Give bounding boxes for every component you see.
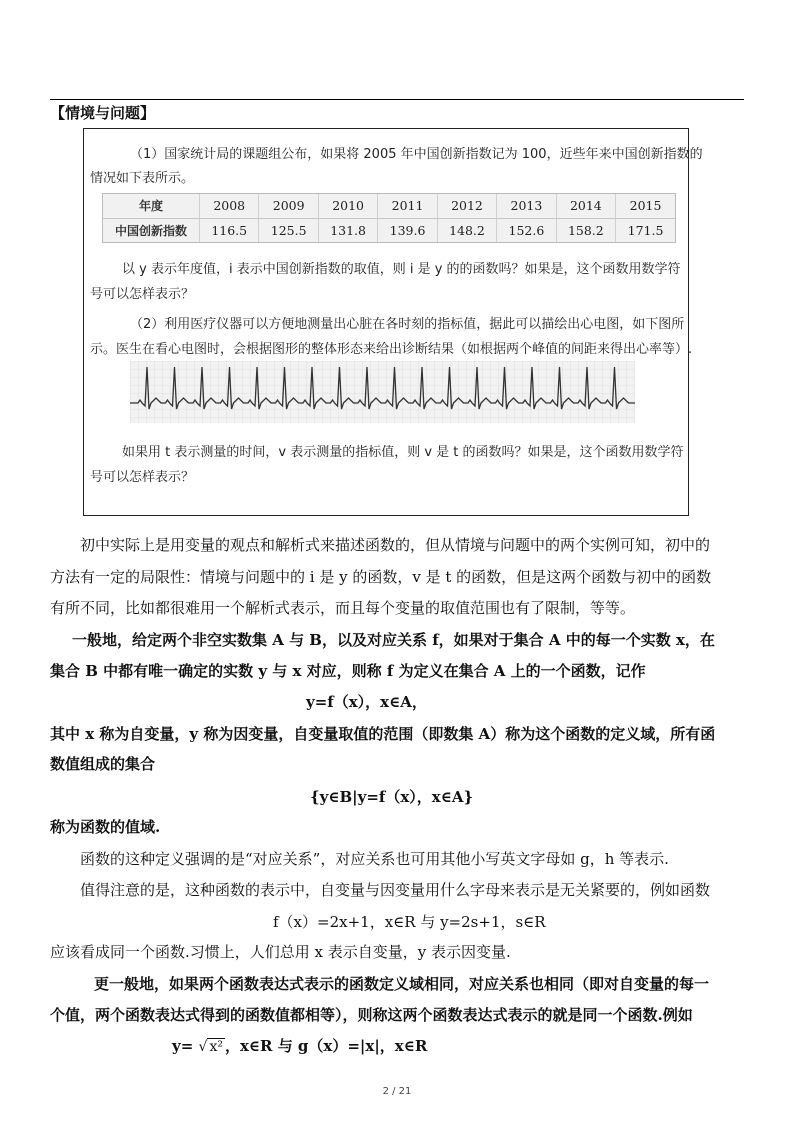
table-cell: 2014 <box>556 194 615 218</box>
table-cell: 2011 <box>378 194 437 218</box>
section-title: 【情境与问题】 <box>50 104 156 122</box>
table-cell: 148.2 <box>437 218 496 242</box>
box-question1-line2: 号可以怎样表示？ <box>90 287 195 302</box>
table-cell: 125.5 <box>259 218 318 242</box>
definition-line2: 集合 B 中都有唯一确定的实数 y 与 x 对应，则称 f 为定义在集合 A 上的一个函数，记作 <box>50 662 646 680</box>
formula-sqrt-example <box>172 1035 427 1058</box>
table-header-index: 中国创新指数 <box>103 218 200 242</box>
box-para1-line2: 情况如下表所示。 <box>90 171 195 186</box>
body-para1-line1: 初中实际上是用变量的观点和解析式来描述函数的，但从情境与问题中的两个实例可知，初中的 <box>80 536 711 554</box>
table-row-year <box>103 194 675 218</box>
box-para2-line1: （2）利用医疗仪器可以方便地测量出心脏在各时刻的指标值，据此可以描绘出心电图，如下图所 <box>130 317 685 332</box>
table-header-year: 年度 <box>103 194 200 218</box>
definition-line3: 其中 x 称为自变量，y 称为因变量，自变量取值的范围（即数集 A）称为这个函数的定义域，所有函 <box>50 725 716 743</box>
body-para1-line2: 方法有一定的局限性：情境与问题中的 i 是 y 的函数，v 是 t 的函数，但是这两个函数与初中的函数 <box>50 568 712 586</box>
formula-sqrt-right: ，x∈R 与 g（x）=|x|，x∈R <box>224 1037 428 1055</box>
definition-line4: 数值组成的集合 <box>50 755 156 773</box>
table-cell: 2010 <box>318 194 377 218</box>
box-para2-line2: 示。医生在看心电图时，会根据图形的整体形态来给出诊断结果（如根据两个峰值的间距来得出心率等）. <box>90 342 693 357</box>
definition-line1: 一般地，给定两个非空实数集 A 与 B，以及对应关系 f，如果对于集合 A 中的每一个实数 x，在 <box>72 631 715 649</box>
table-cell: 116.5 <box>200 218 259 242</box>
table-cell: 2009 <box>259 194 318 218</box>
body-para4-line1: 更一般地，如果两个函数表达式表示的函数定义域相同，对应关系也相同（即对自变量的每一 <box>94 975 710 993</box>
formula-function: y=f（x），x∈A， <box>306 693 427 711</box>
sqrt-radicand: x² <box>209 1039 223 1055</box>
formula-sqrt-left: y= <box>172 1037 194 1055</box>
ecg-image <box>130 361 635 423</box>
formula-range: {y∈B|y=f（x），x∈A} <box>310 788 474 806</box>
box-question2-line2: 号可以怎样表示？ <box>90 470 195 485</box>
body-para4-line2: 个值，两个函数表达式得到的函数值都相等），则称这两个函数表达式表示的就是同一个函数.例如 <box>50 1006 693 1024</box>
table-cell: 2015 <box>616 194 675 218</box>
table-cell: 131.8 <box>318 218 377 242</box>
table-cell: 2008 <box>200 194 259 218</box>
body-para2: 函数的这种定义强调的是“对应关系”，对应关系也可用其他小写英文字母如 g，h 等表示. <box>80 850 669 868</box>
body-para1-line3: 有所不同，比如都很难用一个解析式表示，而且每个变量的取值范围也有了限制，等等。 <box>50 599 636 617</box>
table-cell: 152.6 <box>497 218 556 242</box>
header-rule <box>50 99 744 100</box>
box-para1-line1: （1）国家统计局的课题组公布，如果将 2005 年中国创新指数记为 100，近些年来中国创新指数的 <box>130 147 703 162</box>
definition-line5: 称为函数的值域. <box>50 818 161 836</box>
sqrt-symbol: √ x² <box>198 1039 223 1055</box>
table-cell: 171.5 <box>627 222 664 238</box>
box-question2-line1: 如果用 t 表示测量的时间，v 表示测量的指标值，则 v 是 t 的函数吗？如果是，这个函数用数学符 <box>122 445 684 460</box>
innovation-index-table <box>102 193 676 243</box>
table-cell: 139.6 <box>378 218 437 242</box>
box-question1-line1: 以 y 表示年度值，i 表示中国创新指数的取值，则 i 是 y 的的函数吗？如果是，这个函数用数学符 <box>122 262 681 277</box>
table-cell: 158.2 <box>556 218 615 242</box>
table-row-index <box>103 218 675 242</box>
body-para3-line2: 应该看成同一个函数.习惯上，人们总用 x 表示自变量，y 表示因变量. <box>50 943 511 961</box>
table-cell: 2013 <box>497 194 556 218</box>
formula-example: f（x）=2x+1，x∈R 与 y=2s+1，s∈R <box>273 913 546 931</box>
body-para3-line1: 值得注意的是，这种函数的表示中，自变量与因变量用什么字母来表示是无关紧要的，例如函数 <box>80 881 711 899</box>
page-number: 2 / 21 <box>382 1086 412 1097</box>
table-cell: 2012 <box>437 194 496 218</box>
